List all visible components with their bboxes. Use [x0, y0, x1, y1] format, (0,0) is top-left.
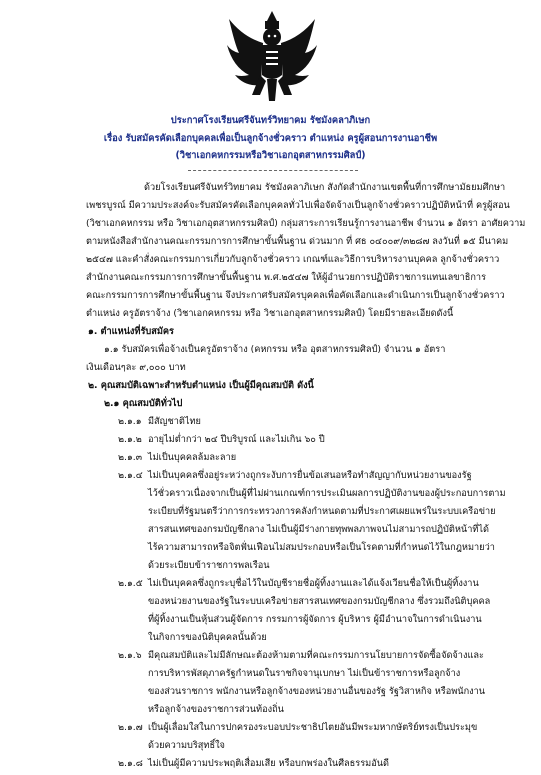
intro-line: สำนักงานคณะกรรมการการศึกษาขั้นพื้นฐาน พ.ศ.๒๕๔๗ ให้ผู้อำนวยการปฏิบัติราชการแทนเลขาธิการ [86, 272, 486, 283]
qualification-text: ไม่เป็นบุคคลซึ่งอยู่ระหว่างถูกระงับการยื่นข้อเสนอหรือทำสัญญากับหน่วยงานของรัฐ [148, 470, 472, 481]
item-number: ๒.๑.๘ [118, 758, 143, 769]
announcement-title: ประกาศโรงเรียนศรีจันทร์วิทยาคม รัชมังคลาภิเษก [170, 115, 371, 126]
qualification-text: ด้วยความบริสุทธิ์ใจ [148, 740, 225, 751]
qualification-text: ไว้ชั่วคราวเนื่องจากเป็นผู้ที่ไม่ผ่านเกณฑ์การประเมินผลการปฏิบัติงานของผู้ประกอบการตาม [148, 488, 506, 499]
salary-text: เงินเดือนๆละ ๙,๐๐๐ บาท [86, 362, 186, 373]
qualification-text: มีคุณสมบัติและไม่มีลักษณะต้องห้ามตามที่คณะกรรมการนโยบายการจัดซื้อจัดจ้างและ [148, 650, 484, 661]
announcement-subject: เรื่อง รับสมัครคัดเลือกบุคคลเพื่อเป็นลูกจ้างชั่วคราว ตำแหน่ง ครูผู้สอนการงานอาชีพ [103, 133, 438, 144]
qualification-text: สารสนเทศของกรมบัญชีกลาง ไม่เป็นผู้มีร่างกายทุพพลภาพจนไม่สามารถปฏิบัติหน้าที่ได้ [148, 524, 489, 535]
announcement-subject-detail: (วิชาเอกคหกรรมหรือวิชาเอกอุตสาหกรรมศิลป์) [175, 150, 366, 161]
item-number: ๒.๑.๑ [118, 416, 142, 427]
qualification-text: ไม่เป็นผู้มีความประพฤติเสื่อมเสีย หรือบกพร่องในศีลธรรมอันดี [148, 758, 389, 769]
qualification-text: มีสัญชาติไทย [148, 416, 201, 427]
qualification-text: ของหน่วยงานของรัฐในระบบเครือข่ายสารสนเทศของกรมบัญชีกลาง ซึ่งรวมถึงนิติบุคคล [148, 596, 491, 607]
intro-line: คณะกรรมการการศึกษาขั้นพื้นฐาน จึงประกาศรับสมัครบุคคลเพื่อคัดเลือกและดำเนินการเป็นลูกจ้างชั่วคราว [86, 290, 505, 301]
intro-line: ๒๕๔๗ และคำสั่งคณะกรรมการเกี่ยวกับลูกจ้างชั่วคราว เกณฑ์และวิธีการบริหารงานบุคคล ลูกจ้างชั่วคราว [86, 254, 500, 265]
qualification-text: การบริหารพัสดุภาครัฐกำหนดในราชกิจจานุเบกษา ไม่เป็นข้าราชการหรือลูกจ้าง [148, 668, 461, 679]
qualification-text: ไร้ความสามารถหรือจิตฟั่นเฟือนไม่สมประกอบหรือเป็นโรคตามที่กำหนดไว้ในกฎหมายว่า [148, 542, 495, 553]
item-number: ๒.๑.๔ [118, 470, 143, 481]
intro-line: ตำแหน่ง ครูอัตราจ้าง (วิชาเอกคหกรรม หรือ วิชาเอกอุตสาหกรรมศิลป์) โดยมีรายละเอียดดังนี้ [86, 308, 454, 319]
intro-line: ตามหนังสือสำนักงานคณะกรรมการการศึกษาขั้นพื้นฐาน ด่วนมาก ที่ ศธ ๐๔๐๐๙/๓๒๘๗ ลงวันที่ ๑๕ มีนาคม [86, 236, 509, 247]
qualification-text: ไม่เป็นบุคคลซึ่งถูกระบุชื่อไว้ในบัญชีรายชื่อผู้ทิ้งงานและได้แจ้งเวียนชื่อให้เป็นผู้ทิ้งงาน [148, 578, 479, 589]
qualification-text: ของส่วนราชการ พนักงานหรือลูกจ้างของหน่วยงานอื่นของรัฐ รัฐวิสาหกิจ หรือพนักงาน [148, 686, 486, 697]
intro-line: (วิชาเอกคหกรรม หรือ วิชาเอกอุตสาหกรรมศิลป์) กลุ่มสาระการเรียนรู้การงานอาชีพ จำนวน ๑ อัตรา อาศัยความ [86, 218, 526, 229]
garuda-emblem [227, 5, 317, 105]
item-number: ๒.๑.๖ [118, 650, 142, 661]
section-heading: ๑. ตำแหน่งที่รับสมัคร [88, 326, 174, 337]
title-divider [188, 170, 358, 171]
qualification-text: ระเบียบที่รัฐมนตรีว่าการกระทรวงการคลังกำหนดตามที่ประกาศเผยแพร่ในระบบเครือข่าย [148, 506, 496, 517]
qualification-text: อายุไม่ต่ำกว่า ๒๔ ปีบริบูรณ์ และไม่เกิน ๖๐ ปี [148, 434, 325, 445]
intro-line: เพชรบูรณ์ มีความประสงค์จะรับสมัครคัดเลือกบุคคลทั่วไปเพื่อจัดจ้างเป็นลูกจ้างชั่วคราวปฏิบัติหน้าที่ ครูผู้สอน [86, 200, 510, 211]
qualification-text: ไม่เป็นบุคคลล้มละลาย [148, 452, 237, 463]
position-item: ๑.๑ รับสมัครเพื่อจ้างเป็นครูอัตราจ้าง (คหกรรม หรือ อุตสาหกรรมศิลป์) จำนวน ๑ อัตรา [104, 344, 446, 355]
qualification-text: ที่ผู้ทิ้งงานเป็นหุ้นส่วนผู้จัดการ กรรมการผู้จัดการ ผู้บริหาร ผู้มีอำนาจในการดำเนินงาน [148, 614, 482, 625]
subsection-heading: ๒.๑ คุณสมบัติทั่วไป [104, 398, 183, 409]
item-number: ๒.๑.๕ [118, 578, 143, 589]
qualification-text: ในกิจการของนิติบุคคลนั้นด้วย [148, 632, 267, 643]
section-heading: ๒. คุณสมบัติเฉพาะสำหรับตำแหน่ง เป็นผู้มีคุณสมบัติ ดังนี้ [88, 380, 314, 391]
item-number: ๒.๑.๒ [118, 434, 142, 445]
intro-line: ด้วยโรงเรียนศรีจันทร์วิทยาคม รัชมังคลาภิเษก สังกัดสำนักงานเขตพื้นที่การศึกษามัธยมศึกษา [144, 182, 506, 193]
qualification-text: ด้วยระเบียบข้าราชการพลเรือน [148, 560, 270, 571]
item-number: ๒.๑.๓ [118, 452, 143, 463]
qualification-text: เป็นผู้เลื่อมใสในการปกครองระบอบประชาธิปไตยอันมีพระมหากษัตริย์ทรงเป็นประมุข [148, 722, 478, 733]
item-number: ๒.๑.๗ [118, 722, 143, 733]
qualification-text: หรือลูกจ้างของราชการส่วนท้องถิ่น [148, 704, 284, 715]
